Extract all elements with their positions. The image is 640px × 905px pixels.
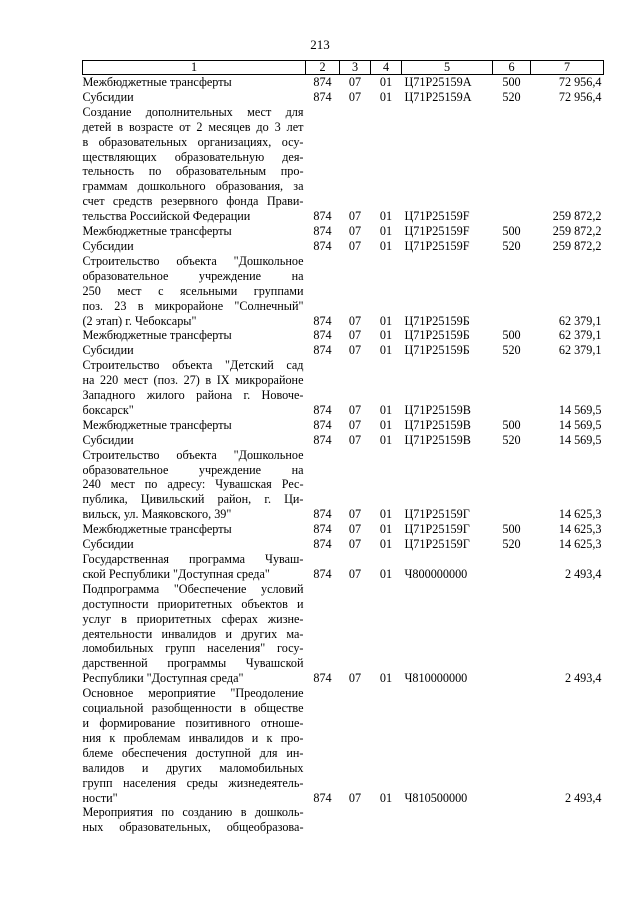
target-article-code: Ч800000000 <box>404 566 468 581</box>
section-code: 07 <box>348 566 362 581</box>
section-code: 07 <box>348 343 362 358</box>
subsection-code: 01 <box>379 566 393 581</box>
page-number: 213 <box>310 37 330 52</box>
row-name-line: и формирование позитивного отноше- <box>82 715 304 730</box>
row-name-line: Субсидии <box>82 343 134 358</box>
row-name-line: социальной разобщенности в обществе <box>82 701 304 716</box>
amount: 14 569,5 <box>558 402 602 417</box>
row-name <box>83 805 306 835</box>
target-article-code: Ц71Р25159Г <box>404 522 470 537</box>
row-name-line: Западного жилого района г. Новоче- <box>82 388 304 403</box>
target-article-code: Ц71Р25159F <box>404 209 470 224</box>
row-name-line: детей в возрасте от 2 месяцев до 3 лет <box>82 119 304 134</box>
subsection-code: 01 <box>379 522 393 537</box>
expense-type-code <box>493 552 531 582</box>
amount: 2 493,4 <box>564 671 602 686</box>
row-name-line: Межбюджетные трансферты <box>82 522 232 537</box>
table-row <box>83 522 604 537</box>
row-name-line: услуг в приоритетных сферах жизне- <box>82 611 304 626</box>
section-code: 07 <box>348 75 362 89</box>
subsection-code: 01 <box>379 507 393 522</box>
row-name <box>83 433 306 448</box>
row-name-line: ния к проблемам инвалидов и к про- <box>82 730 304 745</box>
row-name-line: Республики "Доступная среда" <box>82 671 244 686</box>
row-name-line: групп населения среды жизнедеятель- <box>82 775 304 790</box>
section-code: 07 <box>348 224 362 239</box>
ministry-code: 874 <box>313 238 332 253</box>
subsection-code: 01 <box>379 224 393 239</box>
row-name-line: публика, Цивильский район, г. Ци- <box>82 492 304 507</box>
amount: 62 379,1 <box>558 313 602 328</box>
subsection-code: 01 <box>379 343 393 358</box>
subsection-code: 01 <box>379 313 393 328</box>
row-name <box>83 537 306 552</box>
row-name-line: Подпрограмма "Обеспечение условий <box>82 581 304 596</box>
row-name-line: боксарск" <box>82 402 134 417</box>
ministry-code: 874 <box>313 790 332 805</box>
section-code: 07 <box>348 313 362 328</box>
target-article-code: Ц71Р25159Г <box>404 537 470 552</box>
expense-type-code: 520 <box>502 89 521 104</box>
section-code: 07 <box>348 522 362 537</box>
row-name-line: Субсидии <box>82 89 134 104</box>
table-header-row <box>83 61 604 75</box>
column-header: 6 <box>493 61 531 75</box>
subsection-code: 01 <box>379 417 393 432</box>
section-code: 07 <box>348 238 362 253</box>
expense-type-code: 500 <box>502 224 521 239</box>
table-row <box>83 552 604 582</box>
expense-type-code: 520 <box>502 432 521 447</box>
row-name-line: граммам дошкольного образования, за <box>82 179 304 194</box>
expense-type-code: 500 <box>502 75 521 89</box>
amount: 72 956,4 <box>558 89 602 104</box>
row-name-line: вильск, ул. Маяковского, 39" <box>82 507 232 522</box>
target-article-code <box>402 805 493 835</box>
row-name-line: Основное мероприятие "Преодоление <box>82 686 304 701</box>
column-header: 3 <box>340 61 371 75</box>
row-name-line: блеме обеспечения доступной для ин- <box>82 745 304 760</box>
row-name-line: 240 мест по адресу: Чувашская Рес- <box>82 477 304 492</box>
target-article-code: Ц71Р25159Б <box>404 343 470 358</box>
expense-type-code: 500 <box>502 417 521 432</box>
section-code: 07 <box>348 328 362 343</box>
table-row <box>83 448 604 523</box>
amount <box>531 805 604 835</box>
section-code: 07 <box>348 507 362 522</box>
expense-type-code <box>493 582 531 686</box>
expense-type-code: 500 <box>502 328 521 343</box>
row-name <box>83 105 306 224</box>
target-article-code: Ц71Р25159А <box>404 89 472 104</box>
row-name <box>83 552 306 582</box>
expense-type-code <box>493 105 531 224</box>
ministry-code: 874 <box>313 313 332 328</box>
subsection-code: 01 <box>379 432 393 447</box>
table-row <box>83 224 604 239</box>
row-name <box>83 686 306 805</box>
row-name <box>83 522 306 537</box>
expense-type-code <box>493 358 531 418</box>
expense-type-code: 520 <box>502 238 521 253</box>
section-code: 07 <box>348 209 362 224</box>
section-code <box>340 805 371 835</box>
ministry-code: 874 <box>313 328 332 343</box>
amount: 259 872,2 <box>552 238 602 253</box>
section-code: 07 <box>348 432 362 447</box>
ministry-code: 874 <box>313 89 332 104</box>
ministry-code: 874 <box>313 537 332 552</box>
table-row <box>83 537 604 552</box>
section-code: 07 <box>348 402 362 417</box>
row-name-line: Строительство объекта "Детский сад <box>82 358 304 373</box>
row-name-line: доступности приоритетных объектов и <box>82 596 304 611</box>
row-name <box>83 582 306 686</box>
subsection-code: 01 <box>379 537 393 552</box>
amount: 259 872,2 <box>552 209 602 224</box>
subsection-code: 01 <box>379 209 393 224</box>
target-article-code: Ц71Р25159В <box>404 417 471 432</box>
row-name-line: поз. 23 в микрорайоне "Солнечный" <box>82 298 304 313</box>
expense-type-code: 500 <box>502 522 521 537</box>
target-article-code: Ц71Р25159В <box>404 432 471 447</box>
column-header: 1 <box>83 61 306 75</box>
row-name-line: в образовательных организациях, осу- <box>82 134 304 149</box>
table-row <box>83 805 604 835</box>
ministry-code: 874 <box>313 566 332 581</box>
subsection-code: 01 <box>379 75 393 89</box>
ministry-code: 874 <box>313 209 332 224</box>
ministry-code: 874 <box>313 507 332 522</box>
table-row <box>83 433 604 448</box>
row-name-line: ской Республики "Доступная среда" <box>82 566 270 581</box>
row-name <box>83 75 306 90</box>
row-name-line: (2 этап) г. Чебоксары" <box>82 313 197 328</box>
column-header: 5 <box>402 61 493 75</box>
ministry-code: 874 <box>313 224 332 239</box>
row-name-line: Субсидии <box>82 432 134 447</box>
row-name-line: счет средств резервного фонда Прави- <box>82 194 304 209</box>
amount: 14 625,3 <box>558 537 602 552</box>
target-article-code: Ц71Р25159В <box>404 402 471 417</box>
table-row <box>83 328 604 343</box>
row-name <box>83 358 306 418</box>
subsection-code: 01 <box>379 671 393 686</box>
row-name-line: ности" <box>82 790 118 805</box>
expense-type-code: 520 <box>502 537 521 552</box>
column-header: 7 <box>531 61 604 75</box>
row-name-line: Мероприятия по созданию в дошколь- <box>82 805 304 820</box>
target-article-code: Ц71Р25159F <box>404 224 470 239</box>
row-name-line: 250 мест с ясельными группами <box>82 283 304 298</box>
subsection-code: 01 <box>379 402 393 417</box>
row-name-line: тельность по образовательным про- <box>82 164 304 179</box>
amount: 14 569,5 <box>558 432 602 447</box>
ministry-code: 874 <box>313 75 332 89</box>
row-name <box>83 254 306 329</box>
row-name-line: ных образовательных, общеобразова- <box>82 820 304 835</box>
target-article-code: Ц71Р25159Г <box>404 507 470 522</box>
table-row <box>83 254 604 329</box>
ministry-code: 874 <box>313 343 332 358</box>
target-article-code: Ц71Р25159F <box>404 238 470 253</box>
row-name-line: Государственная программа Чуваш- <box>82 552 304 566</box>
amount: 2 493,4 <box>564 790 602 805</box>
row-name-line: дарственной программы Чувашской <box>82 656 304 671</box>
ministry-code: 874 <box>313 522 332 537</box>
table-row <box>83 582 604 686</box>
target-article-code: Ч810000000 <box>404 671 468 686</box>
subsection-code: 01 <box>379 89 393 104</box>
ministry-code: 874 <box>313 671 332 686</box>
table-row <box>83 358 604 418</box>
row-name <box>83 343 306 358</box>
section-code: 07 <box>348 537 362 552</box>
table-body <box>83 75 604 836</box>
row-name-line: Субсидии <box>82 238 134 253</box>
target-article-code: Ц71Р25159А <box>404 75 472 89</box>
table-row <box>83 90 604 105</box>
amount: 62 379,1 <box>558 328 602 343</box>
target-article-code: Ц71Р25159Б <box>404 328 470 343</box>
section-code: 07 <box>348 671 362 686</box>
row-name-line: образовательное учреждение на <box>82 268 304 283</box>
column-header: 2 <box>306 61 340 75</box>
row-name <box>83 328 306 343</box>
row-name-line: ломобильных групп населения" госу- <box>82 641 304 656</box>
row-name-line: Строительство объекта "Дошкольное <box>82 253 304 268</box>
target-article-code: Ц71Р25159Б <box>404 313 470 328</box>
row-name <box>83 224 306 239</box>
row-name-line: образовательное учреждение на <box>82 462 304 477</box>
amount: 2 493,4 <box>564 566 602 581</box>
expense-type-code <box>493 686 531 805</box>
row-name-line: на 220 мест (поз. 27) в IX микрорайоне <box>82 373 304 388</box>
row-name-line: Межбюджетные трансферты <box>82 75 232 89</box>
row-name-line: ществляющих образовательную дея- <box>82 149 304 164</box>
subsection-code: 01 <box>379 328 393 343</box>
ministry-code: 874 <box>313 417 332 432</box>
amount: 72 956,4 <box>558 75 602 89</box>
row-name-line: деятельности инвалидов и других ма- <box>82 626 304 641</box>
ministry-code: 874 <box>313 402 332 417</box>
table-row <box>83 105 604 224</box>
ministry-code: 874 <box>313 432 332 447</box>
table-row <box>83 75 604 90</box>
row-name <box>83 418 306 433</box>
row-name-line: тельства Российской Федерации <box>82 209 251 224</box>
row-name-line: Строительство объекта "Дошкольное <box>82 447 304 462</box>
section-code: 07 <box>348 89 362 104</box>
row-name-line: валидов и других маломобильных <box>82 760 304 775</box>
subsection-code <box>371 805 402 835</box>
row-name-line: Межбюджетные трансферты <box>82 417 232 432</box>
column-header: 4 <box>371 61 402 75</box>
section-code: 07 <box>348 417 362 432</box>
amount: 62 379,1 <box>558 343 602 358</box>
expense-type-code <box>493 448 531 523</box>
row-name-line: Межбюджетные трансферты <box>82 328 232 343</box>
row-name <box>83 448 306 523</box>
table-row <box>83 418 604 433</box>
amount: 259 872,2 <box>552 224 602 239</box>
expense-type-code <box>493 254 531 329</box>
table-row <box>83 239 604 254</box>
amount: 14 569,5 <box>558 417 602 432</box>
amount: 14 625,3 <box>558 507 602 522</box>
budget-table <box>82 60 604 835</box>
row-name-line: Межбюджетные трансферты <box>82 224 232 239</box>
amount: 14 625,3 <box>558 522 602 537</box>
subsection-code: 01 <box>379 790 393 805</box>
row-name-line: Субсидии <box>82 537 134 552</box>
expense-type-code: 520 <box>502 343 521 358</box>
table-row <box>83 343 604 358</box>
expense-type-code <box>493 805 531 835</box>
ministry-code <box>306 805 340 835</box>
row-name <box>83 90 306 105</box>
table-row <box>83 686 604 805</box>
target-article-code: Ч810500000 <box>404 790 468 805</box>
subsection-code: 01 <box>379 238 393 253</box>
row-name-line: Создание дополнительных мест для <box>82 104 304 119</box>
row-name <box>83 239 306 254</box>
section-code: 07 <box>348 790 362 805</box>
